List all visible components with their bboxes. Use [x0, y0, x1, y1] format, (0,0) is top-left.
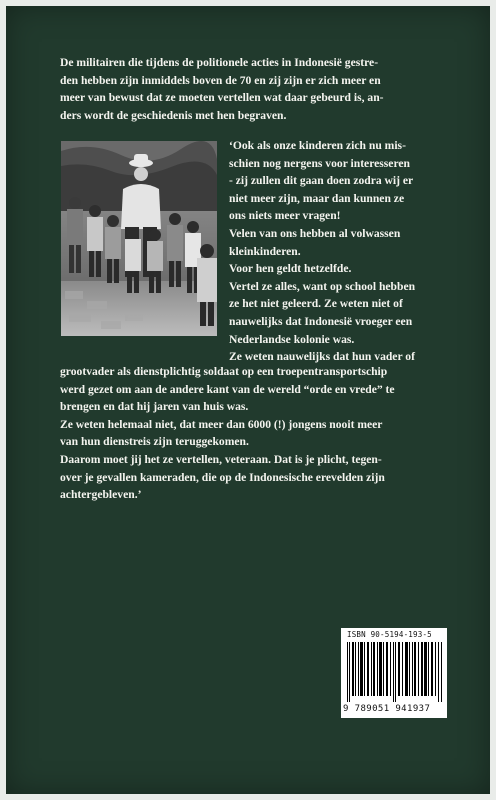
isbn-label: ISBN 90-5194-193-5 [347, 630, 432, 639]
quote-full-width [60, 363, 451, 504]
quote-line: over je gevallen kameraden, die op de Indonesische erevelden zijn [60, 470, 385, 484]
quote-line: grootvader als dienstplichtig soldaat op een troepentransportschip [60, 365, 388, 378]
quote-line: nauwelijks dat Indonesië vroeger een [229, 314, 413, 328]
intro-line: meer van bewust dat ze moeten vertellen wat daar gebeurd is, an- [60, 91, 384, 105]
quote-line: Voor hen geldt hetzelfde. [229, 262, 352, 276]
quote-line: niet meer zijn, maar dan kunnen ze [229, 191, 405, 205]
quote-side-column [229, 137, 451, 366]
quote-line: brengen en dat hij jaren van huis was. [60, 400, 249, 414]
intro-line: De militairen die tijdens de politionele acties in Indonesië gestre- [60, 56, 379, 69]
quote-line: Ze weten nauwelijks dat hun vader of [229, 350, 415, 364]
quote-line: ‘Ook als onze kinderen zich nu mis- [229, 139, 406, 152]
ean-digits: 9 789051 941937 [343, 704, 431, 714]
quote-line: werd gezet om aan de andere kant van de wereld “orde en vrede” te [60, 382, 395, 396]
quote-line: schien nog nergens voor interesseren [229, 156, 410, 170]
intro-line: den hebben zijn inmiddels boven de 70 en zij zijn er zich meer en [60, 73, 381, 87]
intro-line: ders wordt de geschiedenis met hen begraven. [60, 108, 287, 122]
quote-line: - zij zullen dit gaan doen zodra wij er [229, 174, 414, 188]
quote-line: achtergebleven.’ [60, 488, 142, 502]
intro-paragraph [60, 54, 450, 124]
quote-line: ons niets meer vragen! [229, 209, 341, 223]
veteran-with-children-photo [61, 141, 217, 336]
quote-line: Nederlandse kolonie was. [229, 332, 355, 346]
photo-illustration [61, 141, 217, 336]
quote-line: Daarom moet jij het ze vertellen, veteraan. Dat is je plicht, tegen- [60, 452, 382, 466]
quote-line: Ze weten helemaal niet, dat meer dan 6000 (!) jongens nooit meer [60, 417, 383, 431]
quote-line: kleinkinderen. [229, 244, 301, 258]
isbn-barcode [341, 628, 447, 718]
quote-line: ze het niet geleerd. Ze weten niet of [229, 297, 403, 311]
back-cover [6, 6, 490, 794]
barcode-bars-icon [347, 642, 443, 702]
quote-line: van hun dienstreis zijn teruggekomen. [60, 435, 249, 449]
quote-line: Velen van ons hebben al volwassen [229, 226, 401, 240]
quote-line: Vertel ze alles, want op school hebben [229, 279, 416, 293]
